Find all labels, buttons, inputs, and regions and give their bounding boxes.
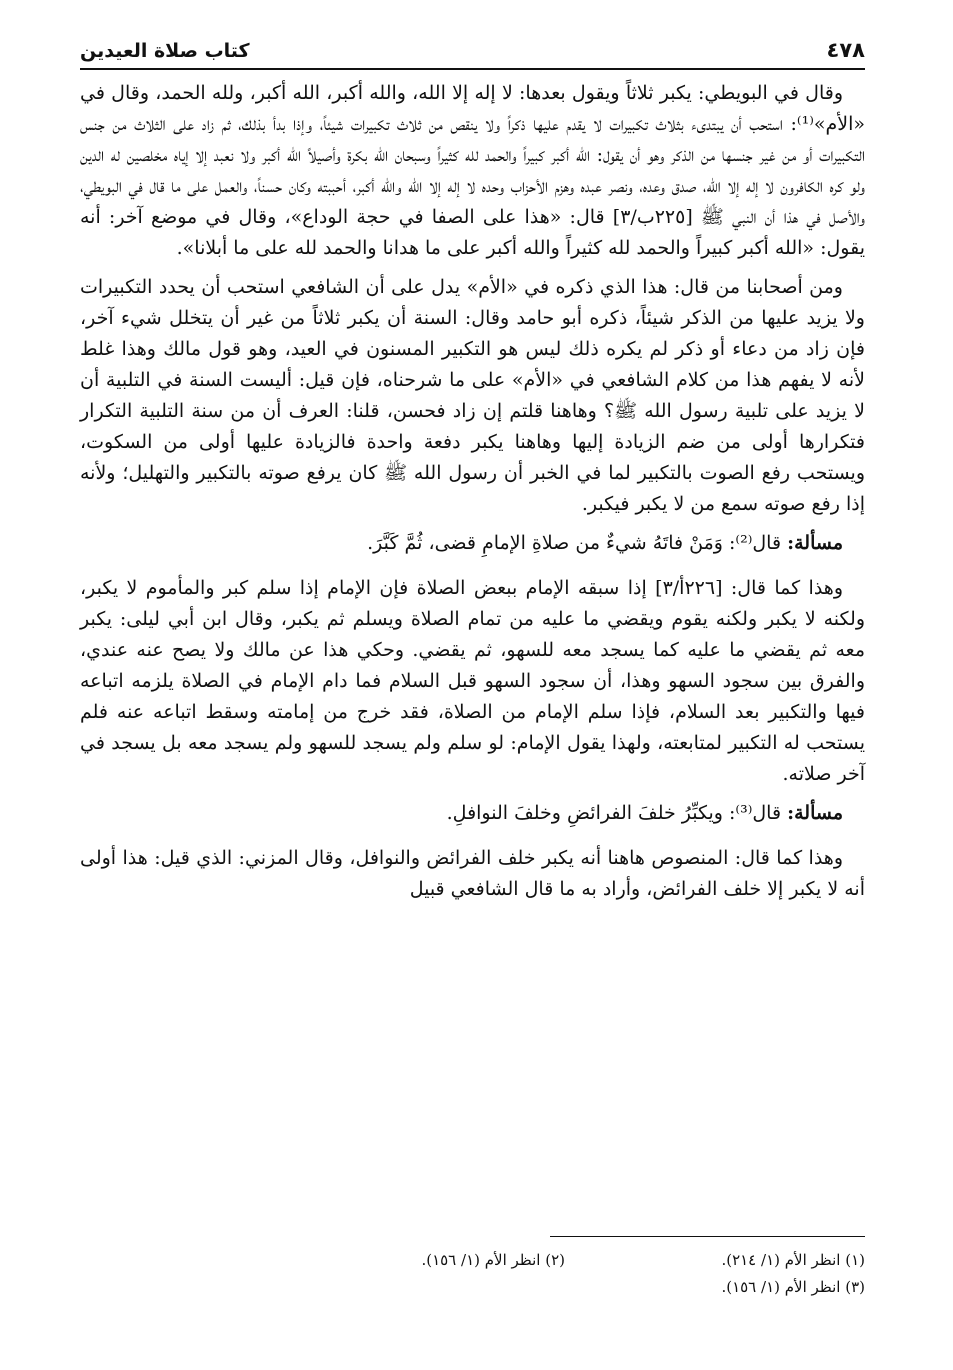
footnote-row-2	[80, 1274, 865, 1301]
page-number: ٤٧٨	[826, 38, 865, 62]
masala-1-label: مسألة:	[787, 532, 843, 554]
page	[80, 30, 865, 913]
paragraph-2: ومن أصحابنا من قال: هذا الذي ذكره في «الأم» يدل على أن الشافعي استحب أن يحدد التكبيرات ولا يزيد عليها من الذكر شيئاً، ذكره أبو حامد وقال: السنة أن يكبر ثلاثاً من غير أن يتخلل شيء آخر، فإن زاد من دعاء أو ذكر لم يكره ذلك ليس هو التكبير المسنون في العيد، وهو قول مالك وهذا غلط لأنه لا يفهم هذا من كلام الشافعي في «الأم» على ما شرحناه، فإن قيل: أليست السنة في التلبية أن لا يزيد على تلبية رسول الله ﷺ؟ وهاهنا قلتم إن زاد فحسن، قلنا: العرف أن من سنة التلبية التكرار فتكرارها أولى من ضم الزيادة إليها وهاهنا يكبر دفعة واحدة فالزيادة عليها أولى من السكوت، ويستحب رفع الصوت بالتكبير لما في الخبر أن رسول الله ﷺ كان يرفع صوته بالتكبير والتهليل؛ ولأنه إذا رفع صوته سمع من لا يكبر فيكبر.	[80, 276, 865, 515]
footnote-divider	[550, 1236, 865, 1237]
paragraph-1: وقال في البويطي: يكبر ثلاثاً ويقول بعدها: لا إله إلا الله، والله أكبر، الله أكبر، ولله الحمد، وقال في «الأم»⁽¹⁾: استحب أن يبتدىء بثلاث تكبيرات لا يقدم عليها ذكراً ولا ينقص من ثلاث تكبيرات شيئاً، وإذا بدأ بذلك، ثم زاد على الثلاث من جنس التكبيرات أو من غير جنسها من الذكر وهو أن يقول: الله أكبر كبيراً والحمد لله كثيراً وسبحان الله بكرة وأصيلاً الله أكبر ولا نعبد إلا إياه مخلصين له الدين ولو كره الكافرون لا إله إلا الله، صدق وعده، ونصر عبده وهزم الأحزاب وحده لا إله إلا الله والله أكبر، أحببته وكان حسناً، والعمل على ما قال في البويطي، والأصل في هذا أن النبي ﷺ [٢٢٥ب/٣] قال: «هذا على الصفا في حجة الوداع»، وقال في موضع آخر: أنه يقول: «الله أكبر كبيراً والحمد لله كثيراً والله أكبر على ما هدانا والحمد لله على ما أبلانا».	[80, 82, 865, 259]
masala-1	[80, 528, 865, 559]
masala-2	[80, 798, 865, 829]
body-text	[80, 78, 865, 905]
running-header	[80, 30, 865, 70]
footnote-1: (١) انظر الأم (١/ ٢١٤).	[721, 1251, 865, 1269]
masala-2-label: مسألة:	[787, 802, 843, 824]
paragraph-3: وهذا كما قال: [٢٢٦أ/٣] إذا سبقه الإمام ببعض الصلاة فإن الإمام إذا سلم كبر والمأموم لا يكبر، ولكنه لا يكبر ولكنه يقوم ويقضي ما عليه من تمام الصلاة ويسلم ثم يكبر، وقال ابن أبي ليلى: يكبر معه ثم يقضي ما عليه كما يسجد معه للسهو، ثم يقضي. وحكي هذا عن مالك ولا يصح عنه عندي، والفرق بين سجود السهو وهذا، أن سجود السهو قبل السلام فما دام الإمام في الصلاة يلزمه اتباعه فيها والتكبير بعد السلام، فإذا سلم الإمام من الصلاة، فقد خرج من إمامته وسقط اتباعه عنه فلم يستحب له التكبير لمتابعته، ولهذا يقول الإمام: لو سلم ولم يسجد للسهو ولم يسجد معه بل يسجد في آخر صلاته.	[80, 577, 865, 785]
footnote-row-1	[80, 1247, 865, 1274]
footnote-3: (٣) انظر الأم (١/ ١٥٦).	[721, 1278, 865, 1296]
book-title: كتاب صلاة العيدين	[80, 40, 260, 62]
paragraph-4: وهذا كما قال: المنصوص هاهنا أنه يكبر خلف الفرائض والنوافل، وقال المزني: الذي قيل: هذا أولى أنه لا يكبر إلا خلف الفرائض، وأراد به ما قال الشافعي قبيل	[80, 847, 865, 900]
footnote-2: (٢) انظر الأم (١/ ١٥٦).	[421, 1251, 565, 1269]
footnotes	[80, 1236, 865, 1301]
masala-1-text: قال⁽²⁾: وَمَنْ فاتَهُ شيءٌ من صلاةِ الإمامِ قضى، ثُمَّ كَبَّرَ.	[367, 532, 788, 554]
masala-2-text: قال⁽³⁾: ويكبِّرُ خلفَ الفرائضِ وخلفَ النوافلِ.	[446, 802, 788, 824]
